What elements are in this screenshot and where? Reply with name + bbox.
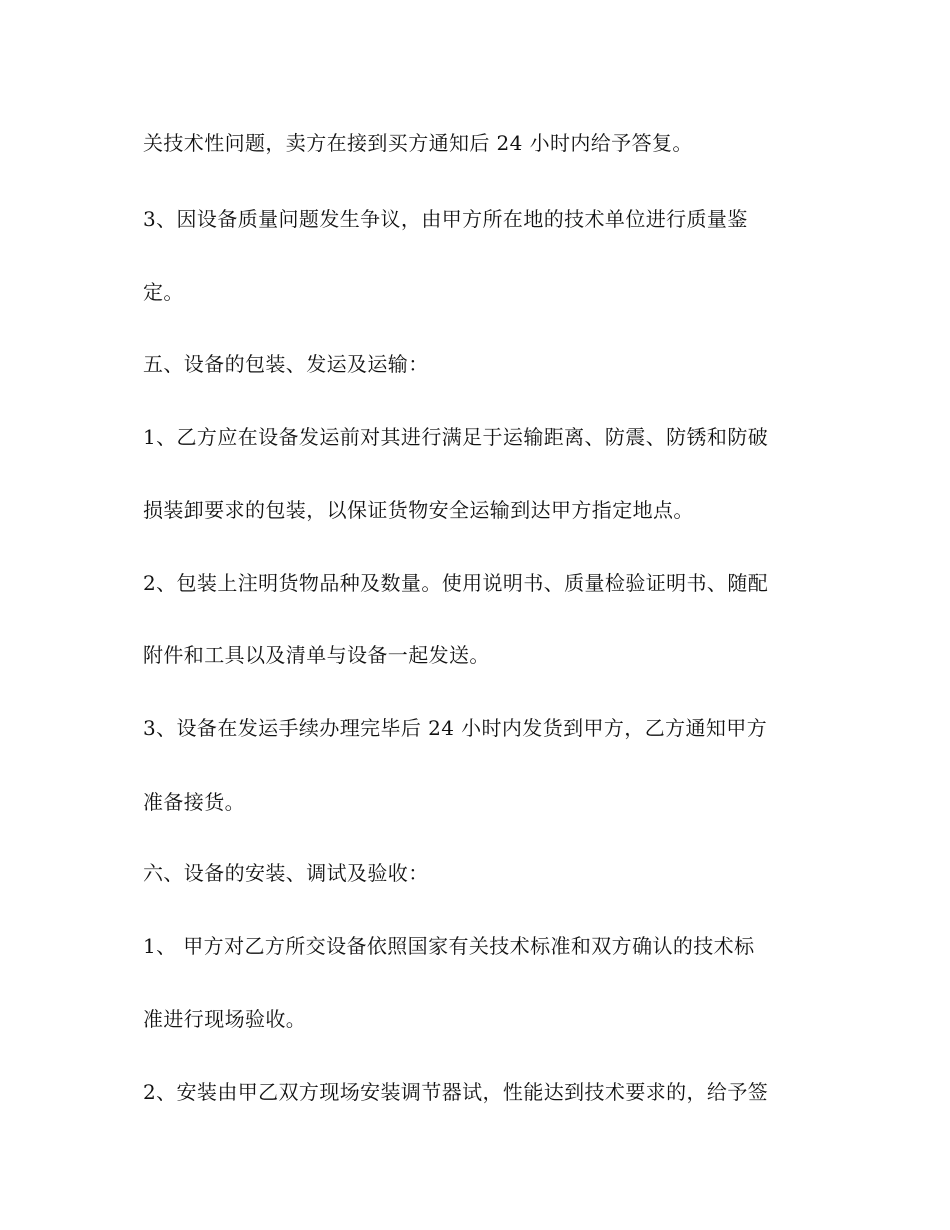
text-line-14: 2、安装由甲乙双方现场安装调节器试，性能达到技术要求的，给予签 bbox=[143, 1080, 769, 1104]
text-line-10: 准备接货。 bbox=[143, 790, 245, 814]
text-line-1: 关技术性问题，卖方在接到买方通知后 24 小时内给予答复。 bbox=[143, 131, 693, 155]
text-line-13: 准进行现场验收。 bbox=[143, 1007, 307, 1031]
text-line-2: 3、因设备质量问题发生争议，由甲方所在地的技术单位进行质量鉴 bbox=[143, 207, 748, 231]
text-line-12: 1、 甲方对乙方所交设备依照国家有关技术标准和双方确认的技术标 bbox=[143, 934, 755, 958]
text-line-3: 定。 bbox=[143, 280, 184, 304]
text-line-8: 附件和工具以及清单与设备一起发送。 bbox=[143, 643, 490, 667]
text-line-9: 3、设备在发运手续办理完毕后 24 小时内发货到甲方，乙方通知甲方 bbox=[143, 716, 768, 740]
text-line-6: 损装卸要求的包装，以保证货物安全运输到达甲方指定地点。 bbox=[143, 498, 694, 522]
text-line-7: 2、包装上注明货物品种及数量。使用说明书、质量检验证明书、随配 bbox=[143, 571, 769, 595]
section-heading-6: 六、设备的安装、调试及验收： bbox=[143, 861, 429, 885]
text-line-5: 1、乙方应在设备发运前对其进行满足于运输距离、防震、防锈和防破 bbox=[143, 425, 769, 449]
section-heading-5: 五、设备的包装、发运及运输： bbox=[143, 352, 429, 376]
